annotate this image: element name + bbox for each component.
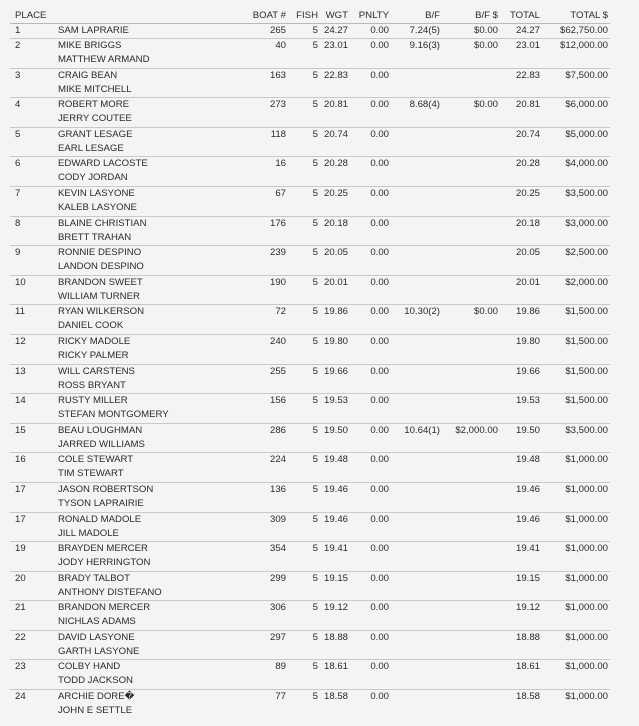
total-dollar: $2,500.00 [565, 247, 608, 259]
place-cell: 21 [15, 602, 26, 614]
total-weight: 22.83 [515, 69, 540, 81]
angler-2: KALEB LASYONE [58, 201, 137, 213]
boat-number: 239 [269, 247, 286, 259]
big-fish: 8.68(4) [409, 99, 440, 111]
weight: 19.50 [323, 424, 348, 436]
angler-2: JOHN E SETTLE [58, 705, 133, 717]
boat-number: 273 [269, 99, 286, 111]
weight: 20.18 [323, 217, 348, 229]
angler-1: MIKE BRIGGS [58, 40, 122, 51]
total-dollar: $6,000.00 [565, 99, 608, 111]
total-weight: 18.58 [515, 691, 540, 703]
place-cell: 4 [15, 99, 21, 111]
total-weight: 20.28 [515, 158, 540, 170]
total-dollar: $1,500.00 [565, 335, 608, 347]
weight: 19.46 [323, 483, 348, 495]
table-row [10, 689, 610, 719]
boat-number: 136 [269, 483, 286, 495]
angler-2: NICHLAS ADAMS [58, 616, 136, 628]
fish-count: 5 [312, 395, 318, 407]
angler-2: JARRED WILLIAMS [58, 438, 145, 450]
place-cell: 15 [15, 424, 26, 436]
place-cell: 19 [15, 543, 26, 555]
total-dollar: $12,000.00 [559, 40, 608, 51]
penalty: 0.00 [370, 217, 389, 229]
total-weight: 24.27 [515, 25, 540, 36]
penalty: 0.00 [370, 424, 389, 436]
boat-number: 77 [275, 691, 286, 703]
penalty: 0.00 [370, 454, 389, 466]
header-place: PLACE [15, 10, 47, 21]
fish-count: 5 [312, 40, 318, 51]
big-fish: 7.24(5) [409, 25, 440, 36]
angler-1: SAM LAPRARIE [58, 25, 129, 36]
total-dollar: $2,000.00 [565, 276, 608, 288]
total-weight: 18.61 [515, 661, 540, 673]
boat-number: 354 [269, 543, 286, 555]
header-total-dollar: TOTAL $ [570, 10, 608, 21]
total-dollar: $4,000.00 [565, 158, 608, 170]
header-bf: B/F [425, 10, 440, 21]
header-bf-dollar: B/F $ [475, 10, 498, 21]
big-fish: 10.30(2) [404, 306, 440, 318]
weight: 19.66 [323, 365, 348, 377]
fish-count: 5 [312, 691, 318, 703]
header-fish: FISH [296, 10, 318, 21]
table-row [10, 304, 610, 334]
penalty: 0.00 [370, 543, 389, 555]
penalty: 0.00 [370, 158, 389, 170]
boat-number: 190 [269, 276, 286, 288]
total-weight: 19.46 [515, 513, 540, 525]
total-weight: 20.05 [515, 247, 540, 259]
angler-2: CODY JORDAN [58, 172, 128, 184]
table-row [10, 512, 610, 542]
penalty: 0.00 [370, 661, 389, 673]
place-cell: 17 [15, 483, 26, 495]
angler-2: GARTH LASYONE [58, 645, 140, 657]
total-dollar: $1,000.00 [565, 454, 608, 466]
penalty: 0.00 [370, 187, 389, 199]
place-cell: 11 [15, 306, 25, 318]
penalty: 0.00 [370, 99, 389, 111]
big-fish-dollar: $0.00 [473, 306, 498, 318]
angler-1: RONNIE DESPINO [58, 247, 142, 259]
boat-number: 16 [275, 158, 286, 170]
fish-count: 5 [312, 631, 318, 643]
penalty: 0.00 [370, 306, 389, 318]
place-cell: 16 [15, 454, 26, 466]
angler-2: LANDON DESPINO [58, 261, 144, 273]
penalty: 0.00 [370, 691, 389, 703]
big-fish-dollar: $0.00 [473, 40, 498, 51]
angler-1: BRANDON SWEET [58, 276, 143, 288]
angler-1: RUSTY MILLER [58, 395, 128, 407]
weight: 19.41 [323, 543, 348, 555]
total-weight: 19.80 [515, 335, 540, 347]
header-pnlty: PNLTY [358, 10, 389, 21]
angler-1: BLAINE CHRISTIAN [58, 217, 147, 229]
angler-1: WILL CARSTENS [58, 365, 135, 377]
angler-2: EARL LESAGE [58, 142, 124, 154]
fish-count: 5 [312, 217, 318, 229]
boat-number: 297 [269, 631, 286, 643]
total-dollar: $1,000.00 [565, 631, 608, 643]
weight: 22.83 [323, 69, 348, 81]
big-fish: 10.64(1) [404, 424, 440, 436]
total-dollar: $3,000.00 [565, 217, 608, 229]
penalty: 0.00 [370, 513, 389, 525]
angler-2: TYSON LAPRAIRIE [58, 497, 144, 509]
penalty: 0.00 [370, 631, 389, 643]
boat-number: 72 [275, 306, 286, 318]
total-dollar: $1,500.00 [565, 365, 608, 377]
boat-number: 224 [269, 454, 286, 466]
fish-count: 5 [312, 187, 318, 199]
angler-1: ROBERT MORE [58, 99, 130, 111]
place-cell: 14 [15, 395, 26, 407]
header-boat: BOAT # [252, 10, 286, 21]
fish-count: 5 [312, 513, 318, 525]
table-row [10, 423, 610, 453]
results-rows [10, 24, 610, 719]
place-cell: 10 [15, 276, 26, 288]
angler-1: BRANDON MERCER [58, 602, 151, 614]
total-weight: 19.41 [515, 543, 540, 555]
weight: 19.53 [323, 395, 348, 407]
fish-count: 5 [312, 306, 318, 318]
fish-count: 5 [312, 454, 318, 466]
penalty: 0.00 [370, 247, 389, 259]
total-dollar: $1,000.00 [565, 543, 608, 555]
angler-1: RICKY MADOLE [58, 335, 131, 347]
angler-2: DANIEL COOK [58, 320, 124, 332]
total-weight: 19.48 [515, 454, 540, 466]
weight: 20.74 [323, 128, 348, 140]
boat-number: 240 [269, 335, 286, 347]
weight: 23.01 [323, 40, 348, 51]
boat-number: 89 [275, 661, 286, 673]
table-row [10, 393, 610, 423]
angler-2: TODD JACKSON [58, 675, 133, 687]
fish-count: 5 [312, 247, 318, 259]
place-cell: 22 [15, 631, 26, 643]
total-dollar: $1,000.00 [565, 572, 608, 584]
weight: 19.48 [323, 454, 348, 466]
angler-2: ROSS BRYANT [58, 379, 126, 391]
header-wgt: WGT [325, 10, 348, 21]
angler-1: RONALD MADOLE [58, 513, 142, 525]
table-row [10, 68, 610, 98]
fish-count: 5 [312, 128, 318, 140]
total-weight: 19.15 [515, 572, 540, 584]
table-row [10, 24, 610, 38]
angler-2: WILLIAM TURNER [58, 290, 140, 302]
place-cell: 8 [15, 217, 21, 229]
weight: 18.88 [323, 631, 348, 643]
weight: 18.61 [323, 661, 348, 673]
fish-count: 5 [312, 99, 318, 111]
fish-count: 5 [312, 602, 318, 614]
fish-count: 5 [312, 572, 318, 584]
header-total: TOTAL [509, 10, 540, 21]
place-cell: 2 [15, 40, 21, 51]
penalty: 0.00 [370, 276, 389, 288]
weight: 20.81 [323, 99, 348, 111]
total-dollar: $1,000.00 [565, 483, 608, 495]
fish-count: 5 [312, 25, 318, 36]
fish-count: 5 [312, 543, 318, 555]
place-cell: 1 [15, 25, 21, 36]
angler-2: MATTHEW ARMAND [58, 54, 150, 65]
total-weight: 18.88 [515, 631, 540, 643]
table-row [10, 127, 610, 157]
boat-number: 176 [269, 217, 286, 229]
weight: 20.01 [323, 276, 348, 288]
table-row [10, 630, 610, 660]
boat-number: 306 [269, 602, 286, 614]
penalty: 0.00 [370, 602, 389, 614]
angler-1: ARCHIE DORE� [58, 691, 135, 703]
header-row [10, 8, 610, 24]
angler-1: COLE STEWART [58, 454, 134, 466]
angler-2: JERRY COUTEE [58, 113, 132, 125]
total-dollar: $3,500.00 [565, 424, 608, 436]
weight: 19.15 [323, 572, 348, 584]
weight: 19.46 [323, 513, 348, 525]
table-row [10, 600, 610, 630]
total-dollar: $5,000.00 [565, 128, 608, 140]
table-row [10, 334, 610, 364]
boat-number: 309 [269, 513, 286, 525]
total-weight: 19.46 [515, 483, 540, 495]
total-weight: 19.50 [515, 424, 540, 436]
angler-1: GRANT LESAGE [58, 128, 133, 140]
total-dollar: $7,500.00 [565, 69, 608, 81]
total-weight: 20.01 [515, 276, 540, 288]
fish-count: 5 [312, 365, 318, 377]
table-row [10, 245, 610, 275]
angler-1: KEVIN LASYONE [58, 187, 135, 199]
boat-number: 299 [269, 572, 286, 584]
angler-2: ANTHONY DISTEFANO [58, 586, 162, 598]
total-weight: 20.81 [515, 99, 540, 111]
fish-count: 5 [312, 661, 318, 673]
angler-1: COLBY HAND [58, 661, 121, 673]
penalty: 0.00 [370, 483, 389, 495]
penalty: 0.00 [370, 365, 389, 377]
penalty: 0.00 [370, 572, 389, 584]
total-dollar: $62,750.00 [559, 25, 608, 36]
place-cell: 7 [15, 187, 21, 199]
table-row [10, 541, 610, 571]
angler-1: JASON ROBERTSON [58, 483, 154, 495]
penalty: 0.00 [370, 335, 389, 347]
total-dollar: $1,000.00 [565, 661, 608, 673]
boat-number: 118 [270, 128, 286, 140]
total-dollar: $1,000.00 [565, 691, 608, 703]
angler-2: MIKE MITCHELL [58, 83, 132, 95]
place-cell: 13 [15, 365, 26, 377]
angler-1: DAVID LASYONE [58, 631, 135, 643]
place-cell: 6 [15, 158, 21, 170]
total-dollar: $3,500.00 [565, 187, 608, 199]
penalty: 0.00 [370, 25, 389, 36]
place-cell: 5 [15, 128, 21, 140]
total-weight: 20.74 [515, 128, 540, 140]
fish-count: 5 [312, 424, 318, 436]
big-fish-dollar: $0.00 [473, 25, 498, 36]
table-row [10, 38, 610, 68]
weight: 19.86 [323, 306, 348, 318]
total-dollar: $1,500.00 [565, 306, 608, 318]
place-cell: 17 [15, 513, 26, 525]
angler-1: EDWARD LACOSTE [58, 158, 148, 170]
boat-number: 67 [275, 187, 286, 199]
total-dollar: $1,000.00 [565, 513, 608, 525]
boat-number: 286 [269, 424, 286, 436]
boat-number: 40 [275, 40, 286, 51]
big-fish-dollar: $0.00 [473, 99, 498, 111]
fish-count: 5 [312, 276, 318, 288]
total-weight: 23.01 [515, 40, 540, 51]
angler-2: BRETT TRAHAN [58, 231, 132, 243]
weight: 20.28 [323, 158, 348, 170]
table-row [10, 156, 610, 186]
boat-number: 255 [269, 365, 286, 377]
penalty: 0.00 [370, 128, 389, 140]
big-fish: 9.16(3) [409, 40, 440, 51]
place-cell: 20 [15, 572, 26, 584]
penalty: 0.00 [370, 69, 389, 81]
table-row [10, 216, 610, 246]
boat-number: 156 [269, 395, 286, 407]
total-dollar: $1,500.00 [565, 395, 608, 407]
penalty: 0.00 [370, 40, 389, 51]
fish-count: 5 [312, 69, 318, 81]
angler-1: BRADY TALBOT [58, 572, 130, 584]
total-weight: 19.86 [515, 306, 540, 318]
table-row [10, 659, 610, 689]
place-cell: 12 [15, 335, 26, 347]
place-cell: 24 [15, 691, 26, 703]
results-sheet [10, 8, 610, 719]
fish-count: 5 [312, 483, 318, 495]
place-cell: 23 [15, 661, 26, 673]
total-weight: 19.12 [515, 602, 540, 614]
angler-2: TIM STEWART [58, 468, 124, 480]
angler-2: JODY HERRINGTON [58, 557, 151, 569]
total-weight: 20.25 [515, 187, 540, 199]
table-row [10, 482, 610, 512]
table-row [10, 186, 610, 216]
total-weight: 20.18 [515, 217, 540, 229]
penalty: 0.00 [370, 395, 389, 407]
boat-number: 163 [269, 69, 286, 81]
weight: 19.12 [323, 602, 348, 614]
total-weight: 19.66 [515, 365, 540, 377]
boat-number: 265 [269, 25, 286, 36]
table-row [10, 275, 610, 305]
angler-1: BEAU LOUGHMAN [58, 424, 143, 436]
weight: 18.58 [323, 691, 348, 703]
total-weight: 19.53 [515, 395, 540, 407]
angler-2: STEFAN MONTGOMERY [58, 409, 169, 421]
angler-2: RICKY PALMER [58, 349, 129, 361]
weight: 24.27 [323, 25, 348, 36]
angler-2: JILL MADOLE [58, 527, 119, 539]
place-cell: 9 [15, 247, 21, 259]
table-row [10, 571, 610, 601]
fish-count: 5 [312, 335, 318, 347]
table-row [10, 452, 610, 482]
total-dollar: $1,000.00 [565, 602, 608, 614]
weight: 20.05 [323, 247, 348, 259]
angler-1: BRAYDEN MERCER [58, 543, 148, 555]
weight: 19.80 [323, 335, 348, 347]
angler-1: CRAIG BEAN [58, 69, 118, 81]
big-fish-dollar: $2,000.00 [455, 424, 498, 436]
table-row [10, 364, 610, 394]
weight: 20.25 [323, 187, 348, 199]
angler-1: RYAN WILKERSON [58, 306, 145, 318]
fish-count: 5 [312, 158, 318, 170]
table-row [10, 97, 610, 127]
place-cell: 3 [15, 69, 21, 81]
